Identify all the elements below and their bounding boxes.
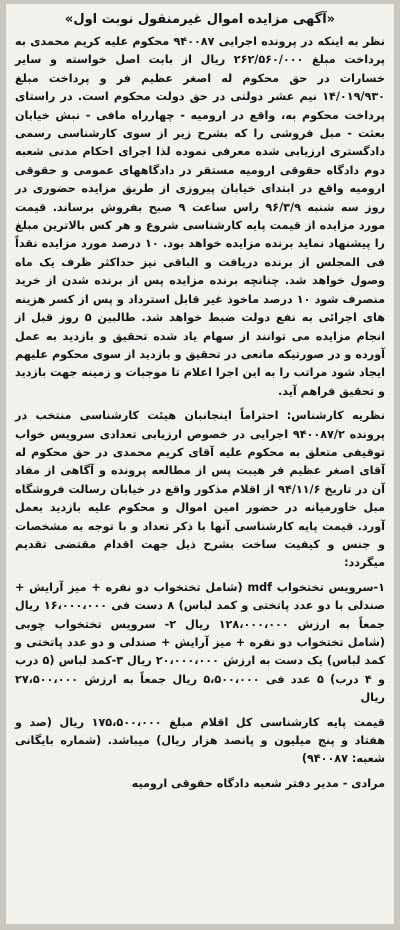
notice-paragraph-expert-opinion: نظریه کارشناس: احتراماً اینجانبان هیئت کارشناسی منتخب در پرونده ۹۴۰۰۸۷/۲ اجرایی در خصوص ارزیابی تعدادی سرویس خواب توقیفی متعلق به محکوم علیه آقای کریم محمدی در حق محکوم له آقای اصغر عظیم فر هیبت پس از مطالعه پرونده و آگاهی از مفاد آن در تاریخ ۹۴/۱۱/۶ از اقلام مذکور واقع در خیابان رسالت فروشگاه مبل خاورمیانه در حضور امین اموال و محکوم علیه بازدید بعمل آورد. قیمت پایه کارشناسی آنها با ذکر تعداد و با توجه به مشخصات و جنس و کیفیت ساخت بشرح ذیل جهت اقدام مقتضی تقدیم میگردد: [15,409,385,570]
notice-paragraph-item-list: ۱-سرویس تختخواب mdf (شامل تختخواب دو نفره + میز آرایش + صندلی با دو عدد پاتختی و کمد لباس) ۸ دست فی ۱۶،۰۰۰،۰۰۰ ریال جمعاً به ارزش ۱۲۸،۰۰۰،۰۰۰ ریال ۲- سرویس تختخواب چوبی (شامل تختخواب دو نفره + میز آرایش + صندلی و دو عدد پاتختی و کمد لباس) یک دست به ارزش ۲۰،۰۰۰،۰۰۰ ریال ۳-کمد لباس (۵ درب و ۴ درب) ۵ عدد فی ۵،۵۰۰،۰۰۰ ریال جمعاً به ارزش ۲۷،۵۰۰،۰۰۰ ریال [15,580,385,705]
notice-title: «آگهی مزایده اموال غیرمنقول نوبت اول» [64,12,336,27]
notice-paragraph-total-value: قیمت پایه کارشناسی کل اقلام مبلغ ۱۷۵،۵۰۰،۰۰۰ ریال (صد و هفتاد و پنج میلیون و پانصد هزار ریال) میباشد. (شماره بایگانی شعبه: ۹۴۰۰۸۷) [15,715,386,766]
notice-paragraph-auction-terms: نظر به اینکه در پرونده اجرایی ۹۴۰۰۸۷ محکوم علیه کریم محمدی به پرداخت مبلغ ۲۶۲/۵۶۰/۰۰۰ ریال از بابت اصل خواسته و سایر خسارات در حق محکوم له اصغر عظیم فر و پرداخت مبلغ ۱۴/۰۱۹/۹۳۰ نیم عشر دولتی در حق دولت محکوم است. در راستای پرداخت محکوم به، واقع در ارومیه - چهارراه مافی - نبش خیابان بعثت - مبل فروشی را که بشرح زیر از سوی کارشناسی رسمی دادگستری ارزیابی شده معرفی نموده لذا اجرای احکام مدنی شعبه دوم دادگاه حقوقی ارومیه مستقر در دادگاههای عمومی و حقوقی ارومیه واقع در ابتدای خیابان پیروزی از طریق مزایده حضوری در روز سه شنبه ۹۶/۳/۹ راس ساعت ۹ صبح بفروش برساند. قیمت مورد مزایده از قیمت پایه کارشناسی شروع و هر کس بالاترین مبلغ را پیشنهاد نماید برنده مزایده خواهد بود. ۱۰ درصد مورد مزایده نقداً فی المجلس از برنده دریافت و الباقی نیز حداکثر ظرف یک ماه وصول خواهد شد. چنانچه برنده مزایده پس از برنده شدن از خرید منصرف شود ۱۰ درصد ماخوذ غیر قابل استرداد و پس از کسر هزینه های اجرائی به نفع دولت ضبط خواهد شد. طالبین ۵ روز قبل از انجام مزایده می توانند از سهام یاد شده تحقیق و بازدید به عمل آورده و در صورتیکه مانعی در تحقیق و بازدید از سوی محکوم علیهم ایجاد شود مراتب را به این اجرا اعلام تا موجبات و زمینه جهت بازدید و تحقیق فراهم آید. [15,35,386,398]
notice-signature: مرادی - مدیر دفتر شعبه دادگاه حقوقی ارومیه [131,776,385,790]
newspaper-clipping [6,4,394,924]
